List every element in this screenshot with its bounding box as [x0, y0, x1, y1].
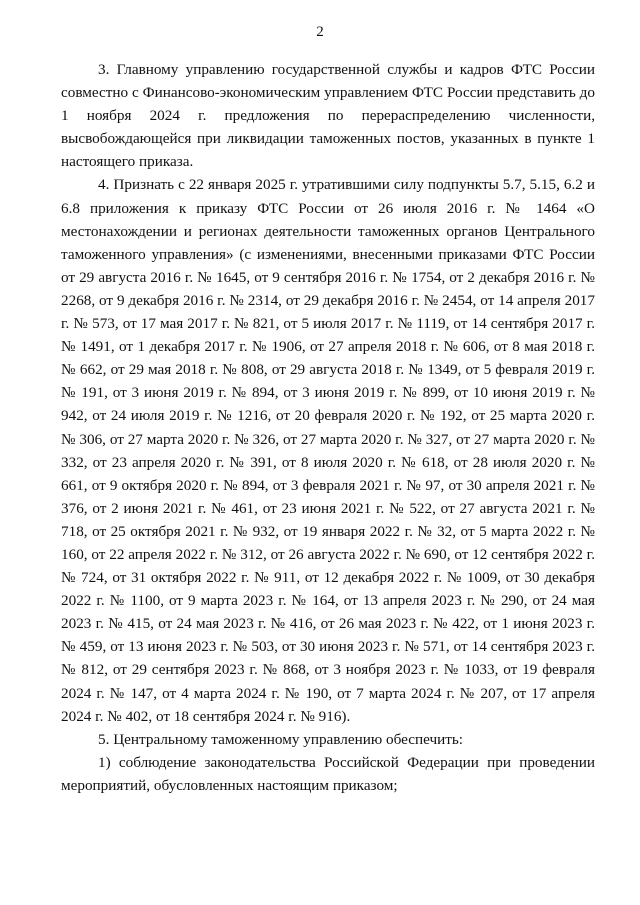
page-number: 2 [316, 24, 324, 40]
paragraph-item-4: 4. Признать с 22 января 2025 г. утратившими силу подпункты 5.7, 5.15, 6.2 и 6.8 приложения к приказу ФТС России от 26 июля 2016 г. № 1464 «О местонахождении и регионах деятельности таможенных органов Центрального таможенного управления» (с изменениями, внесенными приказами ФТС России от 29 августа 2016 г. № 1645, от 9 сентября 2016 г. № 1754, от 2 декабря 2016 г. № 2268, от 9 декабря 2016 г. № 2314, от 29 декабря 2016 г. № 2454, от 14 апреля 2017 г. № 573, от 17 мая 2017 г. № 821, от 5 июля 2017 г. № 1119, от 14 сентября 2017 г. № 1491, от 1 декабря 2017 г. № 1906, от 27 апреля 2018 г. № 606, от 8 мая 2018 г. № 662, от 29 мая 2018 г. № 808, от 29 августа 2018 г. № 1349, от 5 февраля 2019 г. № 191, от 3 июня 2019 г. № 894, от 3 июня 2019 г. № 899, от 10 июня 2019 г. № 942, от 24 июля 2019 г. № 1216, от 20 февраля 2020 г. № 192, от 25 марта 2020 г. № 306, от 27 марта 2020 г. № 326, от 27 марта 2020 г. № 327, от 27 марта 2020 г. № 332, от 23 апреля 2020 г. № 391, от 8 июля 2020 г. № 618, от 28 июля 2020 г. № 661, от 9 октября 2020 г. № 894, от 3 февраля 2021 г. № 97, от 30 апреля 2021 г. № 376, от 2 июня 2021 г. № 461, от 23 июня 2021 г. № 522, от 27 августа 2021 г. № 718, от 25 октября 2021 г. № 932, от 19 января 2022 г. № 32, от 5 марта 2022 г. № 160, от 22 апреля 2022 г. № 312, от 26 августа 2022 г. № 690, от 12 сентября 2022 г. № 724, от 31 октября 2022 г. № 911, от 12 декабря 2022 г. № 1009, от 30 декабря 2022 г. № 1100, от 9 марта 2023 г. № 164, от 13 апреля 2023 г. № 290, от 24 мая 2023 г. № 415, от 24 мая 2023 г. № 416, от 26 мая 2023 г. № 422, от 1 июня 2023 г. № 459, от 13 июня 2023 г. № 503, от 30 июня 2023 г. № 571, от 14 сентября 2023 г. № 812, от 29 сентября 2023 г. № 868, от 3 ноября 2023 г. № 1033, от 19 февраля 2024 г. № 147, от 4 марта 2024 г. № 190, от 7 марта 2024 г. № 207, от 17 апреля 2024 г. № 402, от 18 сентября 2024 г. № 916). [61, 176, 595, 725]
paragraph-subitem-5-1: 1) соблюдение законодательства Российской Федерации при проведении мероприятий, обусловленных настоящим приказом; [61, 753, 595, 794]
paragraph-item-5: 5. Центральному таможенному управлению обеспечить: [98, 730, 464, 748]
paragraph-item-3: 3. Главному управлению государственной службы и кадров ФТС России совместно с Финансово-экономическим управлением ФТС России представить до 1 ноября 2024 г. предложения по перераспределению численности, высвобождающейся при ликвидации таможенных постов, указанных в пункте 1 настоящего приказа. [61, 61, 595, 171]
document-body [61, 58, 595, 797]
